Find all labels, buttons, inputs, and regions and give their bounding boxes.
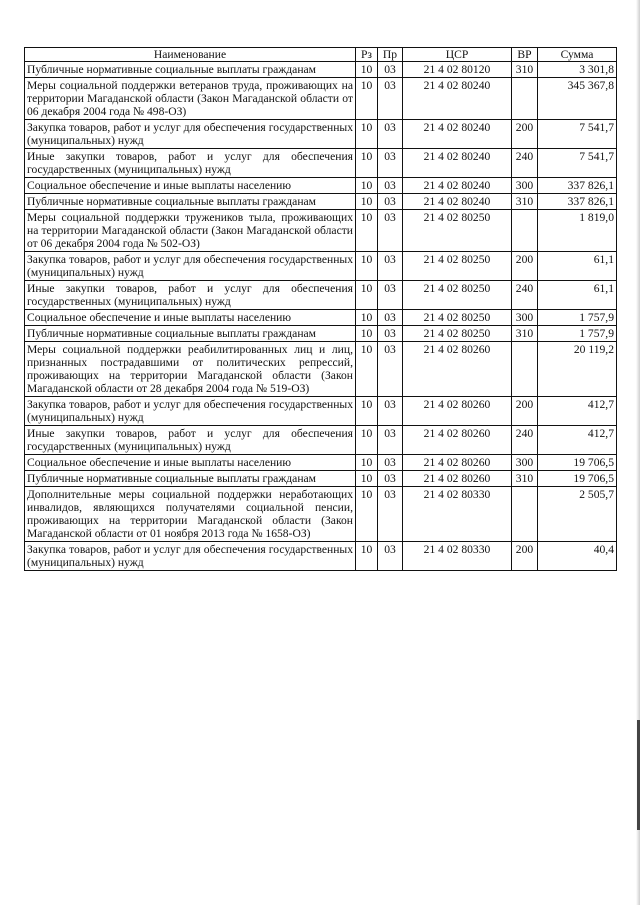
cell-sum: 1 757,9 (538, 310, 617, 326)
cell-name: Закупка товаров, работ и услуг для обеспечения государственных (муниципальных) нужд (25, 252, 356, 281)
cell-vr: 310 (512, 326, 538, 342)
cell-name: Меры социальной поддержки тружеников тыла, проживающих на территории Магаданской области (Закон Магаданской области от 06 декабря 2004 года № 502-ОЗ) (25, 210, 356, 252)
cell-sum: 412,7 (538, 397, 617, 426)
table-row (25, 542, 617, 571)
cell-pr: 03 (378, 310, 403, 326)
table-row (25, 210, 617, 252)
cell-pr: 03 (378, 487, 403, 542)
cell-rz: 10 (356, 326, 378, 342)
cell-csr: 21 4 02 80250 (403, 210, 512, 252)
cell-csr: 21 4 02 80240 (403, 194, 512, 210)
cell-vr: 310 (512, 471, 538, 487)
cell-pr: 03 (378, 210, 403, 252)
cell-sum: 61,1 (538, 281, 617, 310)
cell-sum: 7 541,7 (538, 149, 617, 178)
cell-name: Закупка товаров, работ и услуг для обеспечения государственных (муниципальных) нужд (25, 397, 356, 426)
cell-name: Публичные нормативные социальные выплаты гражданам (25, 326, 356, 342)
cell-vr: 200 (512, 252, 538, 281)
cell-csr: 21 4 02 80240 (403, 78, 512, 120)
cell-name: Закупка товаров, работ и услуг для обеспечения государственных (муниципальных) нужд (25, 542, 356, 571)
table-row (25, 120, 617, 149)
cell-csr: 21 4 02 80240 (403, 120, 512, 149)
cell-name: Публичные нормативные социальные выплаты гражданам (25, 471, 356, 487)
cell-sum: 1 757,9 (538, 326, 617, 342)
cell-csr: 21 4 02 80260 (403, 426, 512, 455)
cell-name: Социальное обеспечение и иные выплаты населению (25, 310, 356, 326)
table-body (25, 62, 617, 571)
cell-name: Публичные нормативные социальные выплаты гражданам (25, 194, 356, 210)
cell-pr: 03 (378, 397, 403, 426)
cell-csr: 21 4 02 80120 (403, 62, 512, 78)
cell-rz: 10 (356, 310, 378, 326)
cell-name: Публичные нормативные социальные выплаты гражданам (25, 62, 356, 78)
table-row (25, 397, 617, 426)
cell-sum: 40,4 (538, 542, 617, 571)
cell-name: Закупка товаров, работ и услуг для обеспечения государственных (муниципальных) нужд (25, 120, 356, 149)
cell-vr: 200 (512, 397, 538, 426)
cell-vr (512, 342, 538, 397)
cell-rz: 10 (356, 252, 378, 281)
cell-vr: 240 (512, 426, 538, 455)
cell-name: Дополнительные меры социальной поддержки неработающих инвалидов, являющихся получателями социальной пенсии, проживающих на территории Магаданской области (Закон Магаданской области от 01 ноября 2013 года № 1658-ОЗ) (25, 487, 356, 542)
header-rz: Рз (356, 48, 378, 62)
cell-pr: 03 (378, 252, 403, 281)
cell-csr: 21 4 02 80250 (403, 310, 512, 326)
cell-sum: 19 706,5 (538, 471, 617, 487)
budget-table (24, 47, 617, 571)
cell-vr: 200 (512, 542, 538, 571)
cell-pr: 03 (378, 178, 403, 194)
cell-pr: 03 (378, 62, 403, 78)
cell-pr: 03 (378, 326, 403, 342)
cell-csr: 21 4 02 80330 (403, 487, 512, 542)
cell-name: Меры социальной поддержки ветеранов труда, проживающих на территории Магаданской области (Закон Магаданской области от 06 декабря 2004 года № 498-ОЗ) (25, 78, 356, 120)
cell-rz: 10 (356, 471, 378, 487)
cell-pr: 03 (378, 455, 403, 471)
table-row (25, 62, 617, 78)
cell-sum: 345 367,8 (538, 78, 617, 120)
cell-pr: 03 (378, 281, 403, 310)
cell-vr (512, 78, 538, 120)
cell-name: Иные закупки товаров, работ и услуг для обеспечения государственных (муниципальных) нужд (25, 281, 356, 310)
table-row (25, 471, 617, 487)
cell-vr: 310 (512, 194, 538, 210)
table-row (25, 487, 617, 542)
cell-vr (512, 210, 538, 252)
cell-sum: 19 706,5 (538, 455, 617, 471)
cell-rz: 10 (356, 120, 378, 149)
cell-pr: 03 (378, 149, 403, 178)
table-row (25, 178, 617, 194)
cell-csr: 21 4 02 80330 (403, 542, 512, 571)
cell-csr: 21 4 02 80260 (403, 471, 512, 487)
cell-name: Иные закупки товаров, работ и услуг для обеспечения государственных (муниципальных) нужд (25, 426, 356, 455)
cell-sum: 7 541,7 (538, 120, 617, 149)
header-sum: Сумма (538, 48, 617, 62)
cell-rz: 10 (356, 78, 378, 120)
table-row (25, 342, 617, 397)
cell-pr: 03 (378, 471, 403, 487)
cell-sum: 337 826,1 (538, 194, 617, 210)
cell-vr: 310 (512, 62, 538, 78)
header-vr: ВР (512, 48, 538, 62)
cell-pr: 03 (378, 78, 403, 120)
cell-pr: 03 (378, 194, 403, 210)
cell-vr (512, 487, 538, 542)
cell-rz: 10 (356, 342, 378, 397)
cell-rz: 10 (356, 62, 378, 78)
cell-vr: 300 (512, 455, 538, 471)
cell-pr: 03 (378, 120, 403, 149)
table-row (25, 252, 617, 281)
cell-pr: 03 (378, 426, 403, 455)
table-row (25, 310, 617, 326)
cell-csr: 21 4 02 80250 (403, 281, 512, 310)
cell-csr: 21 4 02 80260 (403, 455, 512, 471)
cell-sum: 412,7 (538, 426, 617, 455)
cell-rz: 10 (356, 194, 378, 210)
table-row (25, 281, 617, 310)
cell-name: Иные закупки товаров, работ и услуг для обеспечения государственных (муниципальных) нужд (25, 149, 356, 178)
cell-csr: 21 4 02 80240 (403, 149, 512, 178)
cell-csr: 21 4 02 80250 (403, 252, 512, 281)
table-row (25, 326, 617, 342)
header-row (25, 48, 617, 62)
cell-rz: 10 (356, 281, 378, 310)
cell-sum: 20 119,2 (538, 342, 617, 397)
cell-rz: 10 (356, 149, 378, 178)
table-row (25, 426, 617, 455)
cell-rz: 10 (356, 455, 378, 471)
cell-vr: 200 (512, 120, 538, 149)
cell-csr: 21 4 02 80250 (403, 326, 512, 342)
cell-name: Меры социальной поддержки реабилитированных лиц и лиц, признанных пострадавшими от политических репрессий, проживающих на территории Магаданской области (Закон Магаданской области от 28 декабря 2004 года № 519-ОЗ) (25, 342, 356, 397)
cell-rz: 10 (356, 178, 378, 194)
cell-sum: 337 826,1 (538, 178, 617, 194)
cell-rz: 10 (356, 487, 378, 542)
cell-vr: 300 (512, 178, 538, 194)
table-row (25, 149, 617, 178)
table-row (25, 78, 617, 120)
cell-name: Социальное обеспечение и иные выплаты населению (25, 178, 356, 194)
cell-rz: 10 (356, 426, 378, 455)
cell-rz: 10 (356, 210, 378, 252)
cell-csr: 21 4 02 80260 (403, 397, 512, 426)
cell-vr: 300 (512, 310, 538, 326)
cell-vr: 240 (512, 149, 538, 178)
cell-vr: 240 (512, 281, 538, 310)
table-row (25, 194, 617, 210)
header-pr: Пр (378, 48, 403, 62)
cell-sum: 1 819,0 (538, 210, 617, 252)
cell-rz: 10 (356, 542, 378, 571)
table-header (25, 48, 617, 62)
table-row (25, 455, 617, 471)
cell-sum: 3 301,8 (538, 62, 617, 78)
cell-rz: 10 (356, 397, 378, 426)
cell-pr: 03 (378, 542, 403, 571)
cell-pr: 03 (378, 342, 403, 397)
cell-name: Социальное обеспечение и иные выплаты населению (25, 455, 356, 471)
header-name: Наименование (25, 48, 356, 62)
cell-csr: 21 4 02 80240 (403, 178, 512, 194)
cell-sum: 61,1 (538, 252, 617, 281)
header-csr: ЦСР (403, 48, 512, 62)
cell-csr: 21 4 02 80260 (403, 342, 512, 397)
cell-sum: 2 505,7 (538, 487, 617, 542)
